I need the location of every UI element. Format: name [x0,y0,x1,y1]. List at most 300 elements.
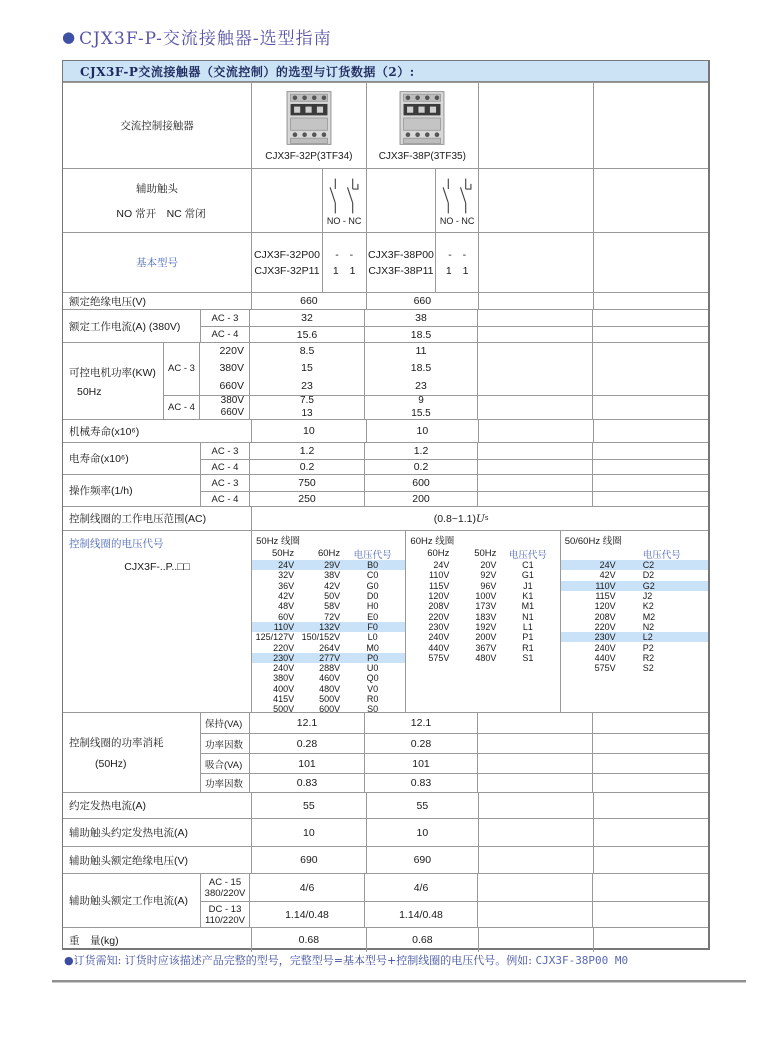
value-cell: 8.5 [299,345,315,357]
sub-label-line: AC - 15 [208,876,242,888]
product-row [63,82,708,168]
row-label: 重 量(kg) [63,928,252,952]
sub-label-line: DC - 13 [208,903,242,915]
value-cell: 12.1 [250,713,365,733]
voltage-code-cell: 96V [480,580,497,591]
value-cell: 0.83 [365,774,478,792]
voltage-code-cell: 400V [273,683,295,694]
no-nc-contact-symbol-icon [437,176,477,216]
voltage-code-row [561,622,708,632]
row-label: 额定绝缘电压(V) [63,293,252,309]
value-stack [250,343,365,395]
voltage-labels [200,343,250,395]
voltage-code-cell: N1 [522,611,534,622]
voltage-code-cell: 42V [278,591,295,602]
sub-row [201,773,708,792]
voltage-code-cell: 120V [428,591,450,602]
empty-cell [593,443,708,459]
row-label: 辅助触头额定工作电流(A) [63,874,201,927]
model-digits-32p [323,233,367,292]
value-cell: 18.5 [410,362,432,375]
voltage-code-cell: H0 [366,601,379,612]
value-cell: 13 [301,407,313,419]
sub-label: AC - 4 [201,460,250,474]
voltage-code-cell: R2 [642,652,655,663]
contactor-photo-icon [282,89,336,147]
sub-label: 吸合(VA) [201,754,250,773]
voltage-code-cell: G1 [521,570,534,581]
col-header: 电压代号 [642,549,681,561]
voltage-code-cell: R1 [522,642,534,653]
value-cell: 10 [367,819,479,846]
empty-cell [593,734,708,753]
empty-cell [367,169,437,232]
spec-row-elec-life [63,442,708,474]
voltage-code-row [561,560,708,570]
footer-note-text: 订货需知: 订货时应该描述产品完整的型号，完整型号=基本型号+控制线圈的电压代号。例如: [73,954,536,967]
aux-contact-row [63,168,708,232]
spec-row-aux-insul [63,846,708,873]
voltage-code-cell: 183V [475,611,497,622]
coil-code-section-50hz [252,531,406,715]
sub-rows [201,475,708,506]
sub-row [201,491,708,506]
spec-row-op-freq [63,474,708,506]
value-cell: 7.5 [300,395,314,407]
model-line: CJX3F-38P11 [368,264,434,277]
value-cell: 32 [250,310,365,326]
value-cell: 15 [301,362,313,375]
voltage-code-row [252,684,405,694]
sub-row [201,475,708,491]
model-numbers-38p [367,233,437,292]
sub-label: AC - 3 [201,443,250,459]
voltage-code-cell: N2 [642,621,655,632]
value-cell: 0.2 [365,460,478,474]
coil-codes-label-cell [63,531,252,712]
contactor-photo-icon [395,89,449,147]
value-cell: 10 [252,819,366,846]
voltage-code-cell: 42V [599,570,616,581]
spec-row-coil-range [63,506,708,530]
sub-label: AC - 4 [201,492,250,506]
voltage-code-cell: 600V [319,704,341,715]
empty-cell [479,847,593,873]
empty-cell [594,83,708,168]
value-cell: 1.14/0.48 [365,902,478,927]
motor-power-group-ac3 [164,343,708,395]
value-cell: 4/6 [250,874,365,901]
page-title-text: CJX3F-P-交流接触器-选型指南 [79,29,332,49]
voltage-code-cell: 460V [319,673,341,684]
footer-example-model: CJX3F-38P00 M0 [535,954,629,967]
empty-cell [593,396,708,420]
empty-cell [478,874,593,901]
sub-label-line: 110/220V [205,914,245,926]
section-col-headers [561,547,708,560]
row-label: 辅助触头约定发热电流(A) [63,819,252,846]
empty-cell [593,327,708,342]
model-digits-38p [436,233,479,292]
no-nc-contact-symbol-icon [324,176,364,216]
sub-row [201,874,708,901]
voltage-code-cell: M0 [366,642,379,653]
product-caption-38p: CJX3F-38P(3TF35) [378,151,466,162]
value-cell: 18.5 [365,327,478,342]
voltage-code-row [561,642,708,652]
sub-row [201,459,708,474]
voltage-code-cell: 220V [273,642,295,653]
empty-cell [594,420,708,442]
product-row-label: 交流控制接触器 [63,83,252,168]
voltage-code-row [406,570,559,580]
empty-cell [479,928,593,952]
sub-label-line: 380/220V [204,887,246,899]
code-rows [406,560,559,663]
voltage-code-cell: 24V [599,560,616,571]
voltage-code-cell: 29V [324,560,341,571]
sub-row [201,326,708,342]
sub-label: 功率因数 [201,734,250,753]
spec-row-mech-life [63,419,708,442]
aux-symbol-cell-32p [323,169,367,232]
value-cell: 10 [252,420,366,442]
voltage-label: 220V [219,345,244,357]
empty-cell [479,293,593,309]
row-label: 电寿命(x10⁶) [63,443,201,474]
row-label: 额定工作电流(A) (380V) [63,310,201,342]
voltage-code-cell: 440V [594,652,616,663]
voltage-code-cell: 230V [594,632,616,643]
voltage-code-row [406,642,559,652]
voltage-code-cell: D2 [642,570,655,581]
section-col-headers [406,547,559,560]
voltage-code-row [406,653,559,663]
value-cell: 1.14/0.48 [250,902,365,927]
voltage-code-row [561,591,708,601]
voltage-code-cell: 58V [324,601,341,612]
voltage-code-cell: 230V [273,652,295,663]
sub-row [201,753,708,773]
sub-rows [201,874,708,927]
aux-symbol-cell-38p [436,169,479,232]
voltage-code-cell: 264V [319,642,341,653]
value-cell: 1.2 [365,443,478,459]
voltage-code-cell: L2 [642,632,653,643]
col-header: 50Hz [271,548,295,559]
voltage-code-cell: 575V [594,663,616,674]
voltage-code-cell: V0 [367,683,379,694]
voltage-code-cell: K2 [642,601,654,612]
voltage-code-cell: M1 [521,601,535,612]
value-cell: 250 [250,492,365,506]
model-numbers-32p [252,233,323,292]
empty-cell [479,819,593,846]
value-cell: 750 [250,475,365,491]
empty-cell [478,443,593,459]
voltage-code-cell: 110V [429,570,450,581]
row-label: 约定发热电流(A) [63,793,252,818]
product-caption-32p: CJX3F-32P(3TF34) [265,151,353,162]
voltage-code-row [561,611,708,621]
voltage-code-cell: 208V [594,611,616,622]
sub-label: AC - 3 [201,310,250,326]
voltage-code-cell: S0 [367,704,379,715]
voltage-code-cell: 100V [475,591,497,602]
value-stack [250,396,365,420]
voltage-code-cell: 208V [428,601,450,612]
sub-label: AC - 4 [164,396,200,420]
voltage-code-cell: 240V [273,663,295,674]
voltage-code-cell: 277V [319,652,341,663]
voltage-code-row [252,632,405,642]
row-label: 操作频率(1/h) [63,475,201,506]
aux-label-line2: NO 常开 NC 常闭 [116,207,206,220]
footer-note [64,952,628,968]
voltage-code-cell: 230V [428,621,450,632]
voltage-code-cell: 92V [480,570,497,581]
voltage-code-cell: 480V [475,652,497,663]
voltage-code-cell: R0 [366,694,379,704]
voltage-code-cell: J1 [523,580,533,591]
voltage-code-row [252,673,405,683]
value-cell: 11 [415,345,427,357]
coil-code-section-50-60hz [561,531,708,712]
section-header: 60Hz 线圈 [410,536,455,547]
product-cell-38p [367,83,479,168]
value-cell: 0.28 [250,734,365,753]
voltage-code-cell: M2 [642,611,656,622]
range-u: U [476,512,485,525]
voltage-code-cell: P2 [642,642,654,653]
empty-cell [252,169,323,232]
voltage-code-cell: 110V [595,580,616,591]
value-cell: 0.2 [250,460,365,474]
range-text: (0.8~1.1) [433,512,477,525]
spec-row-heat-current [63,792,708,818]
table-title-band [63,61,708,82]
value-cell: 15.6 [250,327,365,342]
value-cell: 101 [250,754,365,773]
voltage-code-row [252,642,405,652]
bottom-rule [52,980,746,983]
basic-model-row [63,232,708,292]
model-mask: CJX3F-..P..□□ [124,561,190,573]
empty-cell [594,169,708,232]
spec-row-aux-current [63,873,708,927]
voltage-code-row [252,570,405,580]
empty-cell [593,310,708,326]
value-cell: 200 [365,492,478,506]
col-header: 电压代号 [353,549,392,561]
empty-cell [593,713,708,733]
voltage-code-cell: 440V [428,642,450,653]
row-label-line1: 可控电机功率(KW) [69,366,156,379]
voltage-code-row [561,570,708,580]
voltage-code-cell: 500V [273,704,295,715]
value-cell: 15.5 [411,407,431,419]
empty-cell [593,343,708,395]
voltage-code-cell: 380V [273,673,295,684]
empty-cell [593,874,708,901]
sub-row [201,901,708,927]
sub-label: AC - 3 [164,343,200,395]
sub-rows [201,443,708,474]
voltage-code-row [406,591,559,601]
empty-cell [479,233,593,292]
voltage-label: 660V [219,379,244,392]
value-stack [365,343,478,395]
empty-cell [593,754,708,773]
empty-cell [479,420,593,442]
table-title: CJX3F-P交流接触器（交流控制）的选型与订货数据（2）: [80,64,415,79]
voltage-code-row [406,601,559,611]
code-rows [252,560,405,714]
sub-label [201,874,250,901]
empty-cell [594,233,708,292]
value-cell: 1.2 [250,443,365,459]
empty-cell [594,293,708,309]
voltage-code-cell: 60V [278,611,295,622]
value-cell: 55 [367,793,479,818]
row-label [63,713,201,792]
empty-cell [478,713,593,733]
voltage-code-cell: P0 [367,652,379,663]
row-label: 辅助触头额定绝缘电压(V) [63,847,252,873]
voltage-code-row [406,632,559,642]
aux-label-line1: 辅助触头 [136,182,179,195]
sub-label: AC - 3 [201,475,250,491]
digits-line: - - [448,248,467,261]
voltage-code-cell: 115V [429,580,450,591]
voltage-code-cell: 24V [433,560,450,571]
model-line: CJX3F-38P00 [367,248,434,261]
voltage-code-cell: S2 [642,663,654,674]
empty-cell [594,819,708,846]
voltage-code-cell: L1 [522,621,533,632]
col-header: 50Hz [474,548,497,559]
empty-cell [593,475,708,491]
empty-cell [478,460,593,474]
bullet-icon: ● [62,27,77,46]
sub-label: 功率因数 [201,774,250,792]
section-col-headers [252,547,405,560]
voltage-code-row [406,611,559,621]
sub-label: AC - 4 [201,327,250,342]
voltage-code-cell: G0 [366,580,379,591]
value-cell: 23 [301,379,313,392]
voltage-code-row [406,622,559,632]
empty-cell [478,310,593,326]
voltage-code-cell: 220V [594,621,616,632]
spec-row-aux-heat [63,818,708,846]
value-stack [365,396,478,420]
code-rows [561,560,708,673]
voltage-code-row [252,611,405,621]
section-header: 50/60Hz 线圈 [564,536,622,547]
value-cell: 660 [367,293,479,309]
voltage-code-cell: J2 [642,591,653,602]
voltage-code-cell: 367V [475,642,497,653]
no-nc-caption: NO - NC [326,215,362,226]
voltage-code-cell: C1 [522,560,534,571]
coil-range-value [252,507,708,530]
aux-contact-label [63,169,252,232]
empty-cell [594,847,708,873]
voltage-label: 660V [220,407,244,419]
voltage-code-cell: 500V [319,694,341,704]
voltage-code-cell: C0 [366,570,379,581]
voltage-code-cell: 50V [324,591,341,602]
sub-row [201,310,708,326]
voltage-code-cell: 173V [475,601,497,612]
voltage-code-cell: 220V [428,611,450,622]
row-label [63,343,164,419]
voltage-code-row [406,560,559,570]
voltage-code-cell: 48V [278,601,295,612]
col-header: 电压代号 [508,549,547,561]
row-label-line1: 控制线圈的功率消耗 [69,737,164,749]
spec-row-insulation [63,292,708,309]
voltage-code-row [561,601,708,611]
voltage-code-cell: 150/152V [301,632,341,643]
value-cell: 10 [367,420,479,442]
sub-label: 保持(VA) [201,713,250,733]
value-cell: 660 [252,293,366,309]
value-cell: 0.28 [365,734,478,753]
value-cell: 38 [365,310,478,326]
voltage-code-row [252,694,405,704]
voltage-label: 380V [219,362,244,375]
value-cell: 101 [365,754,478,773]
row-label: 控制线圈的工作电压范围(AC) [63,507,252,530]
voltage-code-cell: K1 [522,591,534,602]
digits-line: 1 1 [445,264,469,277]
spec-row-coil-codes [63,530,708,715]
empty-cell [478,327,593,342]
value-cell: 12.1 [365,713,478,733]
sub-rows [201,713,708,792]
empty-cell [593,460,708,474]
value-cell: 690 [252,847,366,873]
voltage-code-cell: S1 [522,652,534,663]
voltage-code-cell: 132V [319,621,341,632]
voltage-code-row [561,663,708,673]
row-label: 机械寿命(x10⁶) [63,420,252,442]
empty-cell [479,793,593,818]
value-cell: 55 [252,793,366,818]
spec-row-weight [63,927,708,952]
voltage-code-cell: 42V [324,580,341,591]
voltage-code-cell: 288V [319,663,341,674]
voltage-code-cell: 120V [594,601,616,612]
empty-cell [478,475,593,491]
voltage-code-cell: E0 [367,611,379,622]
voltage-code-cell: 480V [319,683,341,694]
voltage-code-cell: G2 [642,580,655,591]
model-line: CJX3F-32P11 [254,264,320,277]
empty-cell [478,902,593,927]
voltage-code-cell: 32V [278,570,295,581]
spec-row-working-current [63,309,708,342]
voltage-code-row [252,653,405,663]
digits-line: - - [335,248,354,261]
model-line: CJX3F-32P00 [253,248,320,261]
voltage-code-cell: L0 [367,632,378,643]
voltage-code-cell: U0 [366,663,379,674]
spec-table [62,60,710,950]
voltage-code-cell: 110V [273,621,295,632]
